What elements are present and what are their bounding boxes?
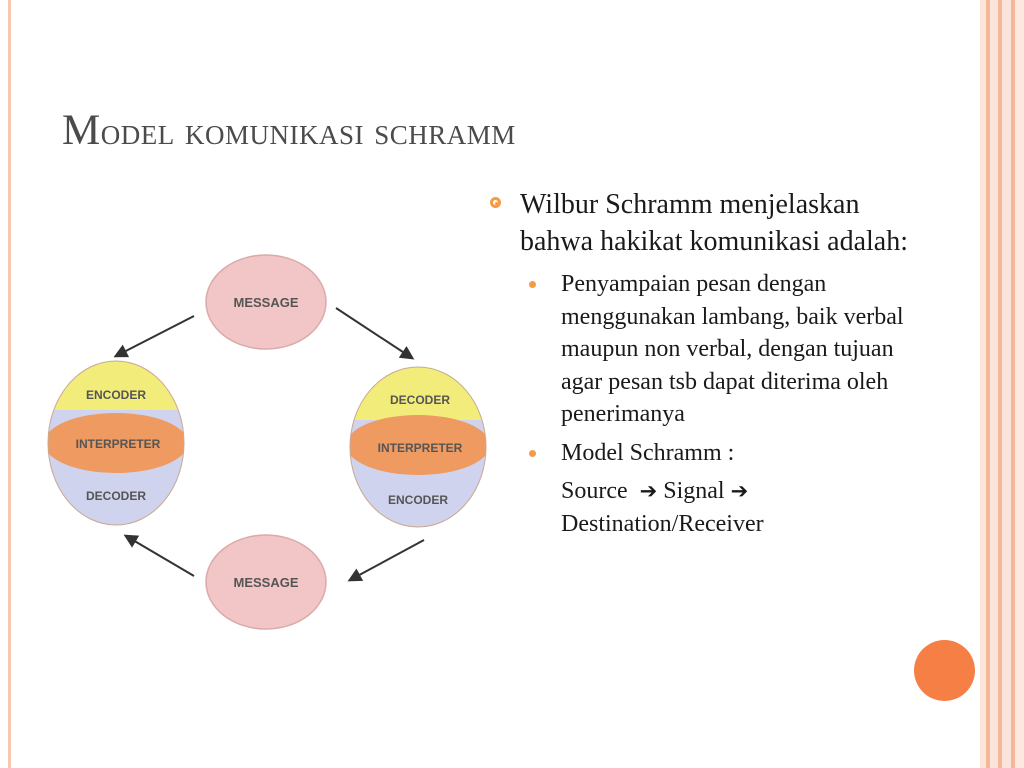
title-initial: M <box>62 107 101 154</box>
model-destination: Destination/Receiver <box>561 510 764 537</box>
decorative-orange-circle <box>914 640 975 701</box>
right-encoder-label: ENCODER <box>387 493 449 507</box>
arrow-top-right <box>336 308 412 358</box>
main-bullet-text: Wilbur Schramm menjelaskan bahwa hakikat komunikasi adalah: <box>520 189 908 257</box>
model-line-2 <box>488 508 908 541</box>
ring-bullet-icon <box>490 197 501 208</box>
right-decoder-label: DECODER <box>389 393 451 407</box>
right-interpreter-label: INTERPRETER <box>377 441 463 455</box>
main-bullet <box>488 186 908 260</box>
right-stripe-5 <box>1002 0 1011 768</box>
schramm-diagram <box>44 250 494 640</box>
slide-title <box>62 106 516 155</box>
title-rest: odel komunikasi schramm <box>100 110 516 153</box>
sub-bullet-list <box>488 268 908 540</box>
right-stripe-3 <box>990 0 998 768</box>
left-encoder-label: ENCODER <box>85 388 147 402</box>
model-line-1 <box>488 475 908 508</box>
model-signal: Signal <box>663 478 725 504</box>
right-stripe-7 <box>1015 0 1024 768</box>
sub-bullet-1 <box>488 268 908 431</box>
left-border-line <box>8 0 11 768</box>
arrow-top-left <box>116 316 194 356</box>
message-top-label: MESSAGE <box>233 295 299 310</box>
message-top-node <box>206 255 326 349</box>
dot-bullet-icon <box>529 450 536 457</box>
sub-bullet-2 <box>488 437 908 470</box>
sub-bullet-1-text: Penyampaian pesan dengan menggunakan lambang, baik verbal maupun non verbal, dengan tujuan agar pesan tsb dapat diterima oleh penerimanya <box>561 271 904 427</box>
sub-bullet-2-text: Model Schramm : <box>561 439 735 466</box>
right-arrow-icon: ➔ <box>639 479 658 503</box>
dot-bullet-icon <box>529 281 536 288</box>
model-source: Source <box>561 478 628 504</box>
arrow-bottom-right <box>350 540 424 580</box>
slide-content <box>488 186 908 540</box>
arrow-bottom-left <box>126 536 194 576</box>
right-arrow-icon: ➔ <box>730 479 749 503</box>
left-decoder-label: DECODER <box>85 489 147 503</box>
message-bottom-label: MESSAGE <box>233 575 299 590</box>
left-interpreter-label: INTERPRETER <box>75 437 161 451</box>
message-bottom-node <box>206 535 326 629</box>
